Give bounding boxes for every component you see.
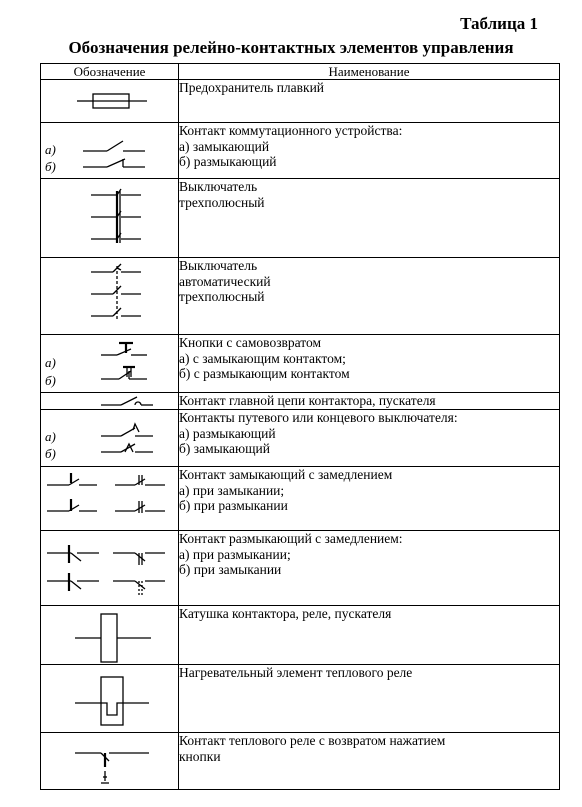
pushbutton-symbol [41, 335, 179, 393]
table-row [41, 258, 560, 335]
contactor-main-contact-symbol [41, 393, 179, 410]
label-b: б) [45, 159, 56, 174]
table-row [41, 467, 560, 531]
label-a: а) [45, 142, 56, 157]
table-row [41, 179, 560, 258]
table-row [41, 665, 560, 733]
row-name: Контакт теплового реле с возвратом нажатием кнопки [179, 733, 560, 790]
row-name: Контакт главной цепи контактора, пускателя [179, 393, 560, 410]
table-row [41, 606, 560, 665]
label-a: а) [45, 429, 56, 444]
label-b: б) [45, 373, 56, 388]
label-b: б) [45, 446, 56, 461]
table-number: Таблица 1 [460, 14, 538, 33]
row-name: Выключатель трехполюсный [179, 179, 560, 258]
delay-break-contact-symbol [41, 531, 179, 606]
symbols-table [40, 63, 560, 790]
row-name: Катушка контактора, реле, пускателя [179, 606, 560, 665]
table-title: Обозначения релейно-контактных элементов управления [68, 38, 514, 57]
switch-contact-symbol [41, 123, 179, 179]
row-name: Выключатель автоматический трехполюсный [179, 258, 560, 335]
table-row [41, 733, 560, 790]
limit-switch-symbol [41, 410, 179, 467]
label-a: а) [45, 355, 56, 370]
table-row [41, 410, 560, 467]
row-name: Контакт замыкающий с замедлением а) при замыкании; б) при размыкании [179, 467, 560, 531]
row-name: Предохранитель плавкий [179, 80, 560, 123]
table-row [41, 335, 560, 393]
coil-symbol [41, 606, 179, 665]
table-row [41, 123, 560, 179]
column-header-name: Наименование [179, 64, 560, 80]
table-row [41, 531, 560, 606]
row-name: Контакт размыкающий с замедлением: а) при размыкании; б) при замыкании [179, 531, 560, 606]
fuse-symbol [41, 80, 179, 123]
heater-element-symbol [41, 665, 179, 733]
automatic-switch-symbol [41, 258, 179, 335]
table-row [41, 80, 560, 123]
column-header-designation: Обозначение [41, 64, 179, 80]
delay-make-contact-symbol [41, 467, 179, 531]
thermal-relay-contact-symbol [41, 733, 179, 790]
three-pole-switch-symbol [41, 179, 179, 258]
table-row [41, 393, 560, 410]
row-name: Контакт коммутационного устройства: а) замыкающий б) размыкающий [179, 123, 560, 179]
row-name: Контакты путевого или концевого выключателя: а) размыкающий б) замыкающий [179, 410, 560, 467]
row-name: Кнопки с самовозвратом а) с замыкающим контактом; б) с размыкающим контактом [179, 335, 560, 393]
row-name: Нагревательный элемент теплового реле [179, 665, 560, 733]
